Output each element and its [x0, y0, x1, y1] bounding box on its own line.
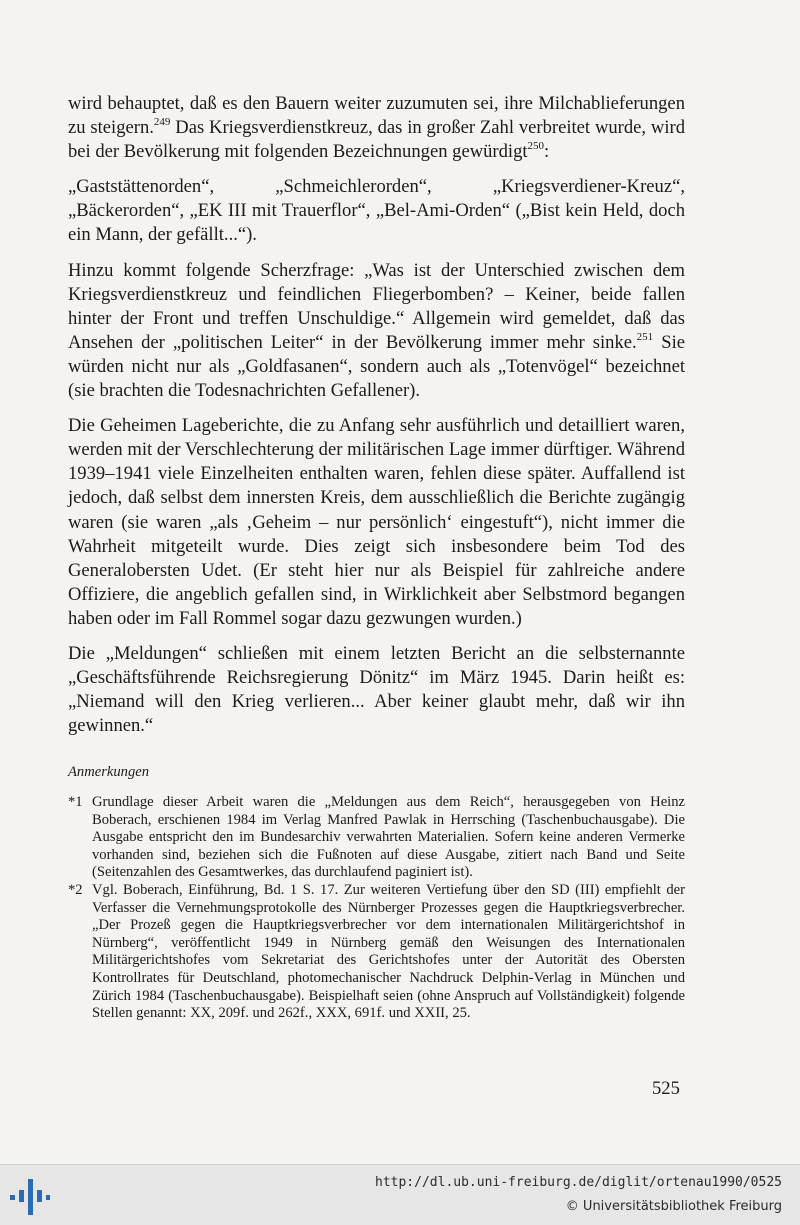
- main-text: [68, 92, 685, 749]
- footnote-ref-249: 249: [153, 115, 171, 128]
- footnote-ref-250: 250: [527, 140, 545, 152]
- paragraph-5: Die „Meldungen“ schließen mit einem letzten Bericht an die selbsternannte „Geschäftsführende Reichsregierung Dönitz“ im März 1945. Darin heißt es: „Niemand will den Krieg verlieren... Aber keiner glaubt mehr, daß wir ihn gewinnen.“: [68, 642, 685, 737]
- note-item: [68, 882, 685, 1023]
- copyright-text: © Universitätsbibliothek Freiburg: [565, 1199, 782, 1214]
- note-text: Grundlage dieser Arbeit waren die „Meldungen aus dem Reich“, herausgegeben von Heinz Boberach, erschienen 1984 im Verlag Manfred Pawlak in Herrsching (Taschenbuchausgabe). Die Ausgabe entspricht den im Bundesarchiv verwahrten Materialien. Sofern keine anderen Vermerke vorhanden sind, beziehen sich die Fußnoten auf diese Ausgabe, zitiert nach Band und Seite (Seitenzahlen des Gesamtwerkes, das durchlaufend paginiert ist).: [92, 794, 685, 881]
- note-item: [68, 794, 685, 882]
- permalink-url[interactable]: http://dl.ub.uni-freiburg.de/diglit/ortenau1990/0525: [375, 1175, 782, 1190]
- paragraph-3: Hinzu kommt folgende Scherzfrage: „Was ist der Unterschied zwischen dem Kriegsverdienstkreuz und feindlichen Fliegerbomben? – Keiner, beide fallen hinter der Front und treffen Unschuldige.“ Allgemein wird gemeldet, daß das Ansehen der „politischen Leiter“ in der Bevölkerung immer mehr sinke.$^{251}$ Sie würden nicht nur als „Goldfasanen“, sondern auch als „Totenvögel“ bezeichnet (sie brachten die Todesnachrichten Gefallener).: [68, 259, 685, 402]
- notes-heading: Anmerkungen: [68, 764, 150, 780]
- paragraph-4: Die Geheimen Lageberichte, die zu Anfang sehr ausführlich und detailliert waren, werden mit der Verschlechterung der militärischen Lage immer dürftiger. Während 1939–1941 viele Einzelheiten enthalten waren, fehlen diese später. Auffallend ist jedoch, daß selbst dem innersten Kreis, dem ausschließlich die Berichte zugängig waren (sie waren „als ‚Geheim – nur persönlich‘ eingestuft“), nicht immer die Wahrheit mitgeteilt wurde. Dies zeigt sich insbesondere beim Tod des Generalobersten Udet. (Er steht hier nur als Beispiel für zahlreiche andere Offiziere, die angeblich gefallen sind, in Wirklichkeit aber Selbstmord begangen haben oder im Fall Rommel sogar dazu gezwungen wurden.): [68, 415, 685, 629]
- paragraph-1: wird behauptet, daß es den Bauern weiter zuzumuten sei, ihre Milchablieferungen zu steigern.$^{249}$ Das Kriegsverdienstkreuz, das in großer Zahl verbreitet wurde, wird bei der Bevölkerung mit folgenden Bezeichnungen gewürdigt$^{250}$:: [68, 93, 685, 163]
- note-marker: *2: [68, 881, 83, 898]
- note-marker: *1: [68, 794, 83, 810]
- notes-list: [68, 794, 685, 1023]
- paragraph-2: „Gaststättenorden“, „Schmeichlerorden“, „Kriegsverdiener-Kreuz“, „Bäckerorden“, „EK III mit Trauerflor“, „Bel-Ami-Orden“ („Bist kein Held, doch ein Mann, der gefällt...“).: [68, 176, 685, 246]
- footnote-ref-251: 251: [636, 330, 654, 343]
- viewer-footer: [0, 1164, 800, 1225]
- note-text: Vgl. Boberach, Einführung, Bd. 1 S. 17. Zur weiteren Vertiefung über den SD (III) empfiehlt der Verfasser die Vernehmungsprotokolle des Nürnberger Prozesses gegen die Hauptkriegsverbrecher. „Der Prozeß gegen die Hauptkriegsverbrecher vor dem internationalen Militärgerichtshof in Nürnberg“, veröffentlicht 1949 in Nürnberg gemäß den Weisungen des Internationalen Militärgerichtshofes vom Sekretariat des Gerichtshofes unter der Autorität des Obersten Kontrollrates für Deutschland, photomechanischer Nachdruck Delphin-Verlag in München und Zürich 1984 (Taschenbuchausgabe). Beispielhaft seien (ohne Anspruch auf Vollständigkeit) folgende Stellen genannt: XX, 209f. und 262f., XXX, 691f. und XXII, 25.: [92, 881, 685, 1022]
- page-number: 525: [652, 1078, 680, 1099]
- ub-freiburg-logo-icon[interactable]: [10, 1179, 50, 1215]
